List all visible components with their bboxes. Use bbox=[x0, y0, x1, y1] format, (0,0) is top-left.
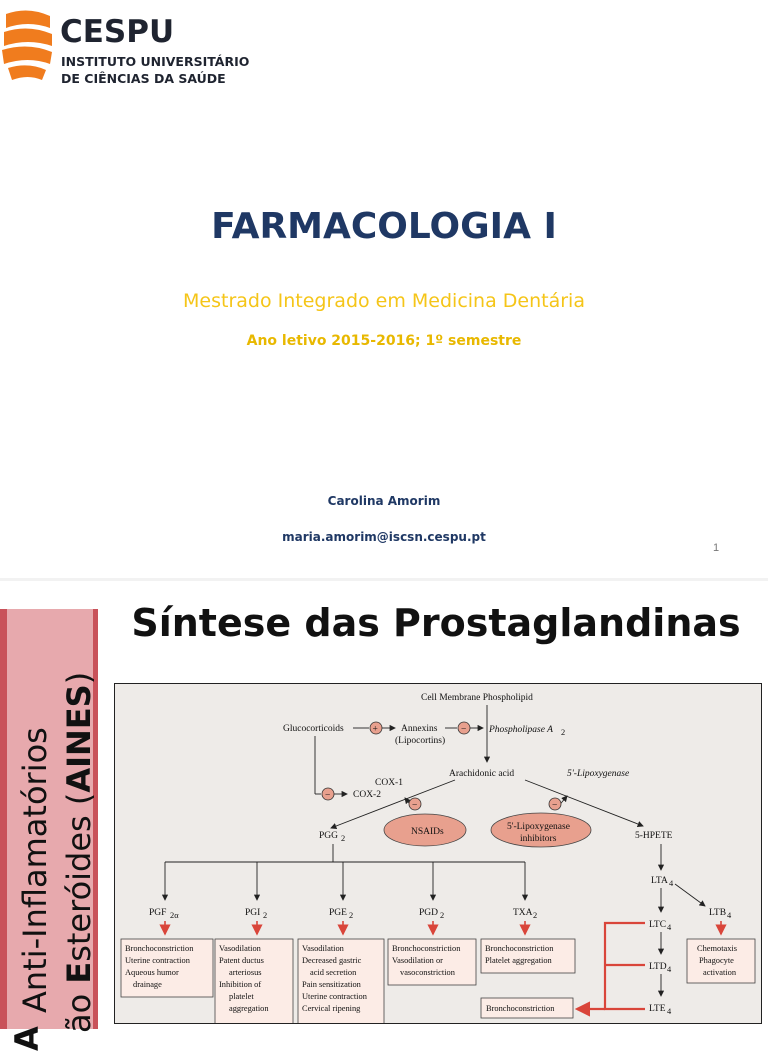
effect-text: Inhibition of bbox=[219, 980, 262, 989]
sidebar-text-line3 bbox=[8, 1026, 46, 1051]
academic-year: Ano letivo 2015-2016; 1º semestre bbox=[246, 333, 522, 349]
phospholipase-label: Phospholipase A bbox=[489, 725, 553, 735]
pge2-label: PGE bbox=[329, 908, 347, 918]
content-slide bbox=[0, 581, 768, 1051]
effect-text: Bronchoconstriction bbox=[125, 944, 194, 953]
minus-sign: − bbox=[552, 800, 558, 811]
slide-heading: Síntese das Prostaglandinas bbox=[131, 601, 741, 645]
pgg2-label: PGG bbox=[319, 831, 339, 841]
pgf2a-label: PGF bbox=[149, 908, 167, 918]
slide-title: FARMACOLOGIA I bbox=[211, 206, 557, 247]
effect-text: Patent ductus bbox=[219, 956, 264, 965]
effect-text: Bronchoconstriction bbox=[392, 944, 461, 953]
pgi2-label: PGI bbox=[245, 908, 261, 918]
cox1-label: COX-1 bbox=[375, 778, 403, 788]
sidebar-line2-part-c: steróides ( bbox=[60, 792, 98, 962]
ltd4-label: LTD bbox=[649, 962, 667, 972]
arachidonic-acid-label: Arachidonic acid bbox=[449, 769, 515, 779]
ltc4-label: LTC bbox=[649, 920, 667, 930]
effect-text: Uterine contraction bbox=[125, 956, 190, 965]
author-name: Carolina Amorim bbox=[327, 494, 441, 508]
effect-text: Bronchoconstriction bbox=[486, 1004, 555, 1013]
effect-text: Decreased gastric bbox=[302, 956, 362, 965]
glucocorticoids-label: Glucocorticoids bbox=[283, 724, 344, 734]
pgg2-subscript: 2 bbox=[341, 834, 346, 843]
pgi2-subscript: 2 bbox=[263, 911, 268, 920]
phospholipase-subscript: 2 bbox=[561, 728, 566, 737]
cox2-label: COX-2 bbox=[353, 790, 381, 800]
sidebar-line1-text: Anti-Inflamatórios bbox=[16, 727, 54, 1013]
pgf2a-subscript: 2α bbox=[170, 911, 179, 920]
effect-text: platelet bbox=[229, 992, 254, 1001]
lta4-label: LTA bbox=[651, 876, 668, 886]
effect-text: Phagocyte bbox=[699, 956, 734, 965]
logo-subtitle-line1: INSTITUTO UNIVERSITÁRIO bbox=[61, 54, 250, 69]
prostaglandin-pathway-diagram bbox=[114, 683, 762, 1024]
nsaids-label: NSAIDs bbox=[411, 827, 444, 837]
cespu-logo-icon bbox=[0, 8, 52, 86]
effect-text: Uterine contraction bbox=[302, 992, 367, 1001]
lte4-subscript: 4 bbox=[667, 1007, 672, 1016]
effect-text: drainage bbox=[133, 980, 162, 989]
effect-text: Bronchoconstriction bbox=[485, 944, 554, 953]
pathway-svg bbox=[115, 684, 762, 1024]
txa2-subscript: 2 bbox=[533, 911, 538, 920]
pge2-subscript: 2 bbox=[349, 911, 354, 920]
minus-sign: − bbox=[412, 800, 418, 811]
ltb4-label: LTB bbox=[709, 908, 727, 918]
effect-text: activation bbox=[703, 968, 737, 977]
ltd4-subscript: 4 bbox=[667, 965, 672, 974]
effect-text: Vasodilation bbox=[219, 944, 261, 953]
minus-sign: − bbox=[325, 790, 331, 801]
effect-text: Vasodilation or bbox=[392, 956, 443, 965]
lox-inhibitors-line2: inhibitors bbox=[520, 834, 557, 844]
lipoxygenase-label: 5'-Lipoxygenase bbox=[567, 769, 630, 779]
author-email: maria.amorim@iscsn.cespu.pt bbox=[282, 530, 486, 544]
sidebar-line2-part-a: ão bbox=[60, 983, 98, 1033]
effect-text: Platelet aggregation bbox=[485, 956, 552, 965]
effect-text: acid secretion bbox=[310, 968, 357, 977]
logo-subtitle-line2: DE CIÊNCIAS DA SAÚDE bbox=[61, 71, 226, 86]
lta4-subscript: 4 bbox=[669, 879, 674, 888]
lox-inhibitors-line1: 5'-Lipoxygenase bbox=[507, 822, 570, 832]
sidebar-text-line1 bbox=[16, 727, 54, 1013]
pgd2-label: PGD bbox=[419, 908, 439, 918]
lipocortins-label: (Lipocortins) bbox=[395, 736, 446, 746]
effect-text: Chemotaxis bbox=[697, 944, 738, 953]
effect-text: aggregation bbox=[229, 1004, 269, 1013]
ltc4-subscript: 4 bbox=[667, 923, 672, 932]
annexins-label: Annexins bbox=[401, 724, 438, 734]
course-subtitle: Mestrado Integrado em Medicina Dentária bbox=[183, 290, 585, 312]
effect-text: arteriosus bbox=[229, 968, 262, 977]
sidebar-text-line2 bbox=[60, 672, 98, 1033]
page-number: 1 bbox=[713, 542, 720, 554]
effect-text: Cervical ripening bbox=[302, 1004, 361, 1013]
pgd2-subscript: 2 bbox=[440, 911, 445, 920]
sidebar-line2-part-e: ) bbox=[60, 671, 98, 685]
effect-text: vasoconstriction bbox=[400, 968, 455, 977]
effect-text: Pain sensitization bbox=[302, 980, 361, 989]
minus-sign: − bbox=[461, 724, 467, 735]
hpete-label: 5-HPETE bbox=[635, 831, 673, 841]
lte4-label: LTE bbox=[649, 1004, 666, 1014]
sidebar-line2-part-b: E bbox=[60, 961, 98, 984]
effect-text: Vasodilation bbox=[302, 944, 344, 953]
sidebar-line3-text: A bbox=[8, 1026, 46, 1051]
ltb4-subscript: 4 bbox=[727, 911, 732, 920]
logo-name: CESPU bbox=[60, 14, 175, 50]
effect-text: Aqueous humor bbox=[125, 968, 179, 977]
plus-sign: + bbox=[372, 724, 378, 735]
txa2-label: TXA bbox=[513, 908, 533, 918]
cell-membrane-label: Cell Membrane Phospholipid bbox=[421, 693, 533, 703]
sidebar-line2-part-d: AINES bbox=[60, 684, 98, 793]
